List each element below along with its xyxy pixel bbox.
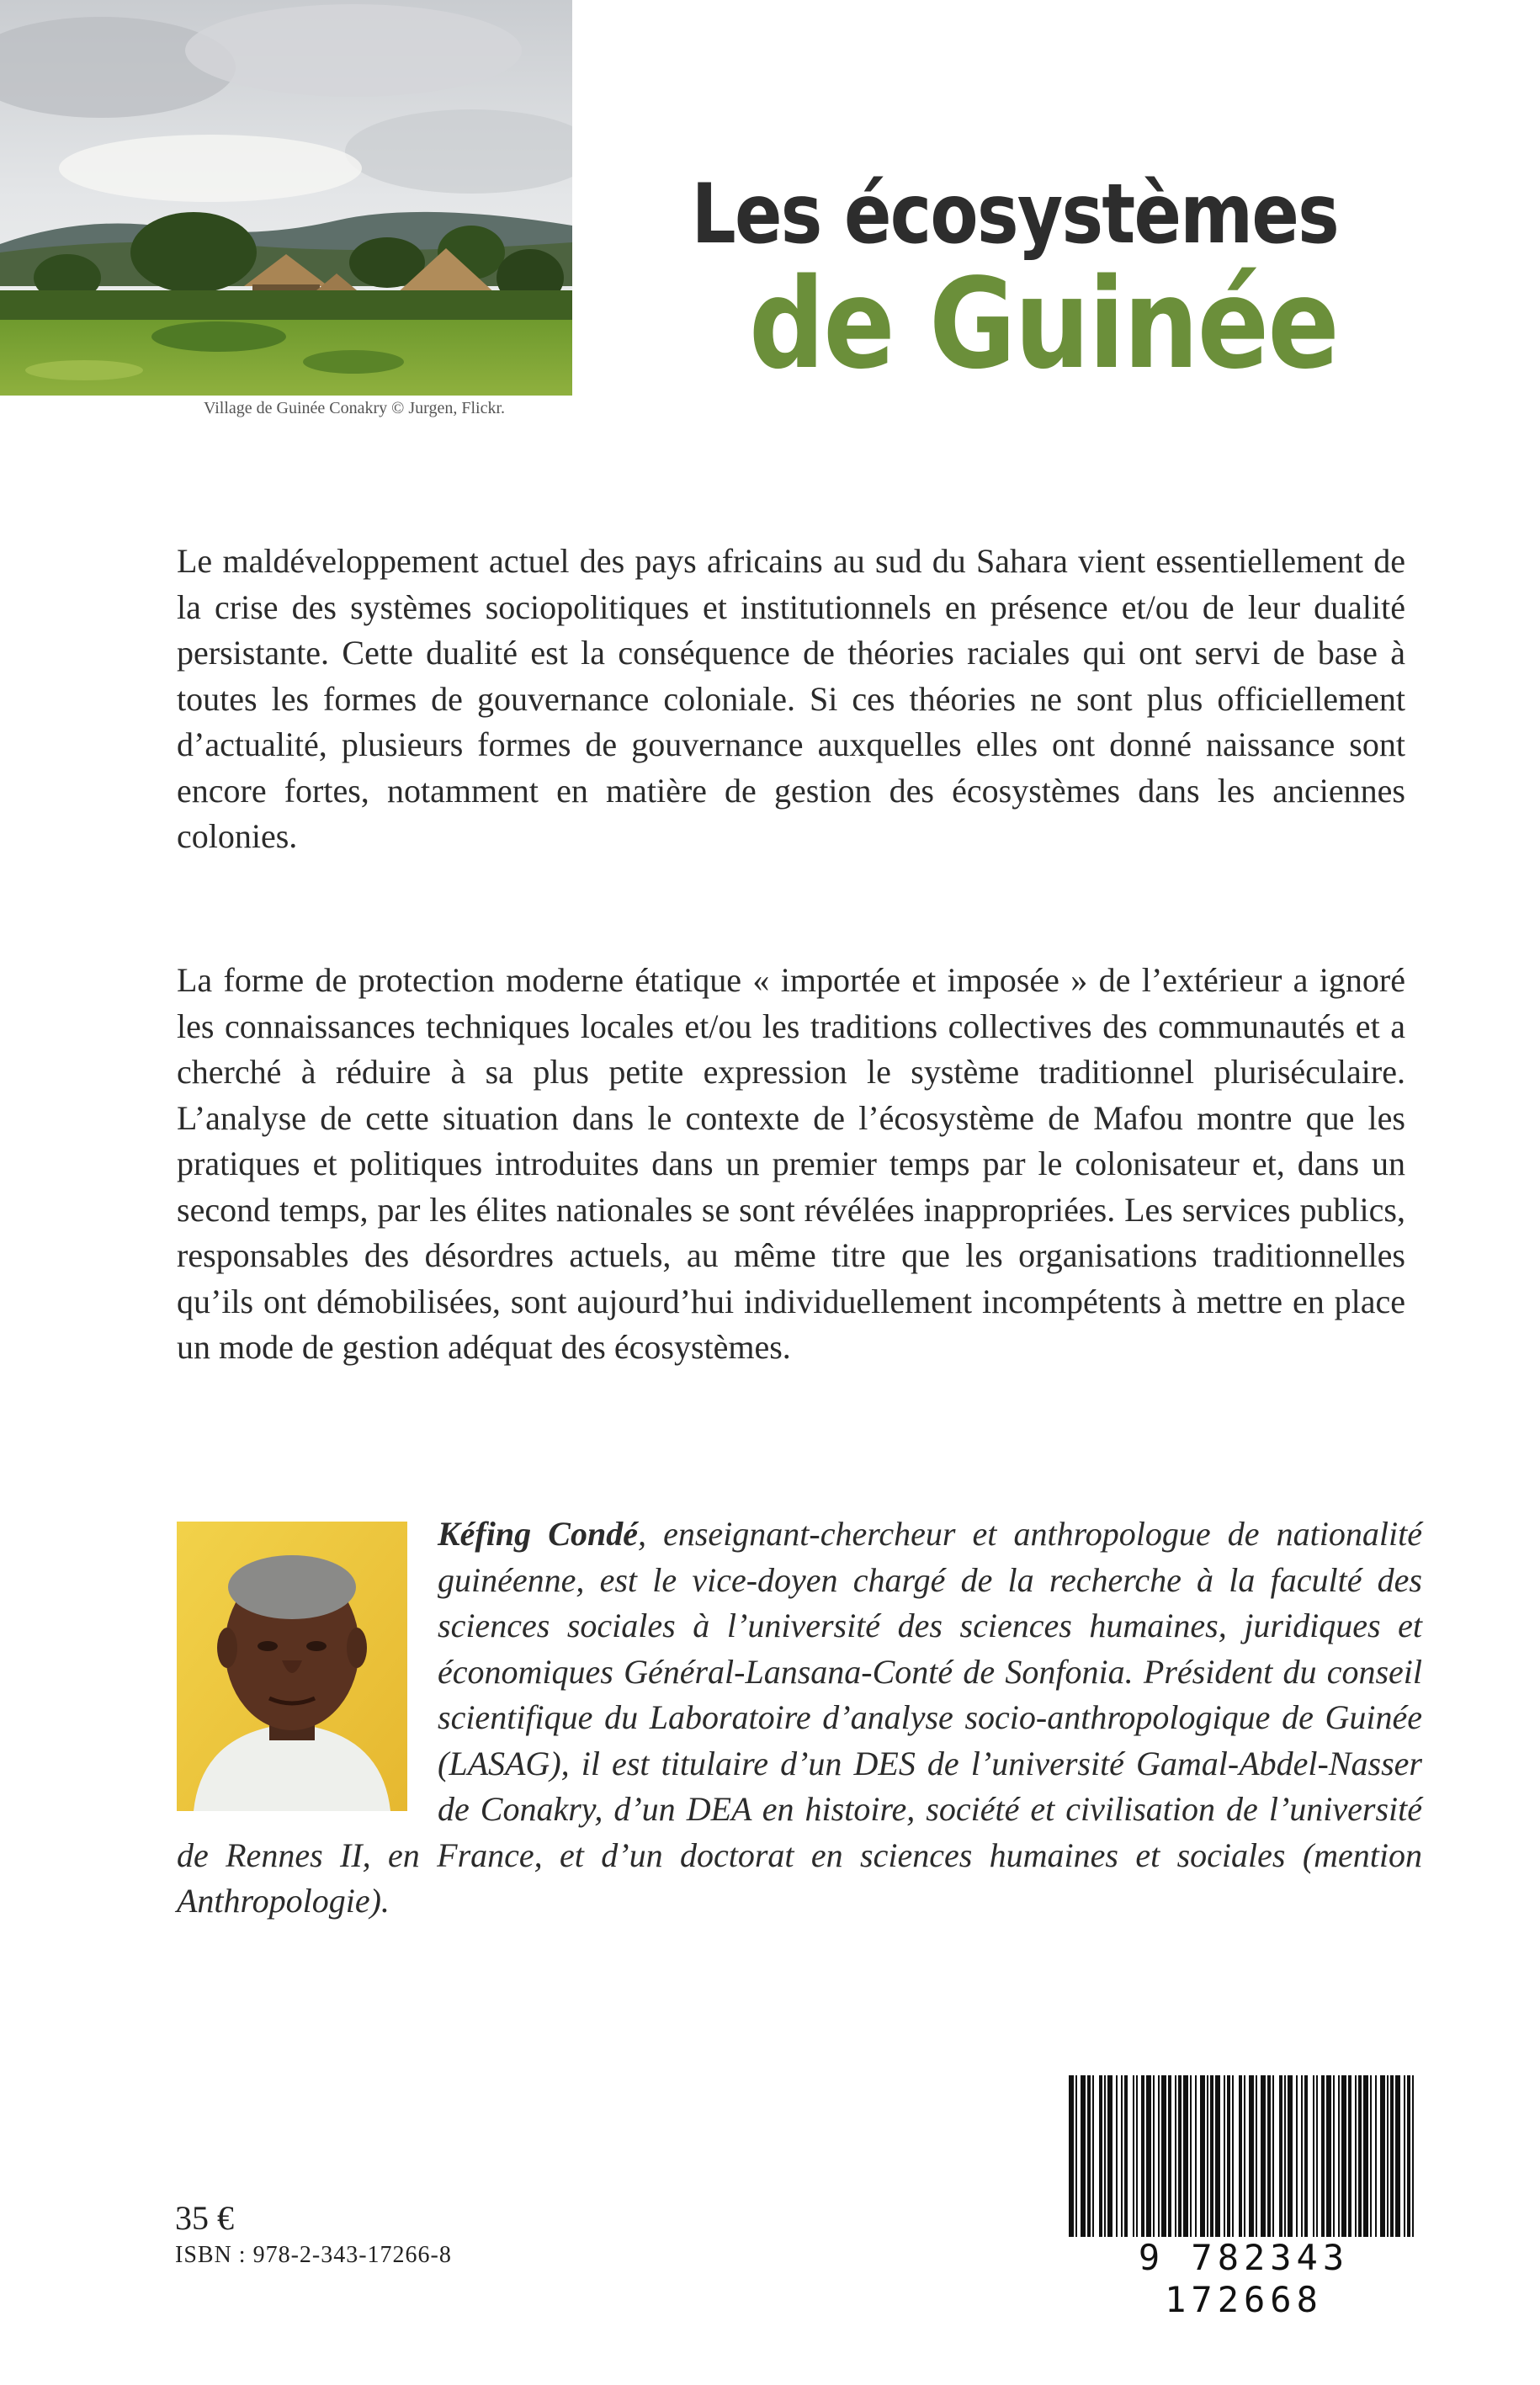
photo-wrap-space (177, 1511, 438, 1825)
cover-photo (0, 0, 572, 396)
title-line-2: de Guinée (748, 252, 1338, 396)
book-title (577, 167, 1338, 396)
title-line-1: Les écosystèmes (691, 167, 1338, 263)
photo-caption: Village de Guinée Conakry © Jurgen, Flickr. (204, 399, 505, 417)
author-name: Kéfing Condé (438, 1515, 638, 1553)
isbn: ISBN : 978-2-343-17266-8 (175, 2242, 452, 2268)
author-bio-text: , enseignant-chercheur et anthropologue de nationalité guinéenne, est le vice-doyen chargé de la recherche à la faculté des sciences sociales à l’université des sciences humaines, juridiques et économiques Général-Lansana-Conté de Sonfonia. Président du conseil scientifique du Laboratoire d’analyse socio-anthropologique de Guinée (LASAG), il est titulaire d’un DES de l’université Gamal-Abdel-Nasser de Conakry, d’un DEA en histoire, société et civilisation de l’université de Rennes II, en France, et d’un doctorat en sciences humaines et sociales (mention Anthropologie). (177, 1515, 1422, 1920)
summary-paragraph-2: La forme de protection moderne étatique « importée et imposée » de l’extérieur a ignoré les connaissances techniques locales et/ou les traditions collectives des communautés et a cherché à réduire à sa plus petite expression le système traditionnel pluriséculaire. L’analyse de cette situation dans le contexte de l’écosystème de Mafou montre que les pratiques et politiques introduites dans un premier temps par le colonisateur et, dans un second temps, par les élites nationales se sont révélées inappropriées. Les services publics, responsables des désordres actuels, au même titre que les organisations traditionnelles qu’ils ont démobilisées, sont aujourd’hui individuellement incompétents à mettre en place un mode de gestion adéquat des écosystèmes. (177, 961, 1405, 1366)
price: 35 € (175, 2199, 234, 2237)
barcode-digits: 9 782343 172668 (1062, 2237, 1426, 2321)
author-bio (177, 1511, 1422, 1925)
summary-paragraph-1: Le maldéveloppement actuel des pays africains au sud du Sahara vient essentiellement de la crise des systèmes sociopolitiques et institutionnels en présence et/ou de leur dualité persistante. Cette dualité est la conséquence de théories raciales qui ont servi de base à toutes les formes de gouvernance coloniale. Si ces théories ne sont plus officiellement d’actualité, plusieurs formes de gouvernance auxquelles elles ont donné naissance sont encore fortes, notamment en matière de gestion des écosystèmes dans les anciennes colonies. (177, 542, 1405, 855)
